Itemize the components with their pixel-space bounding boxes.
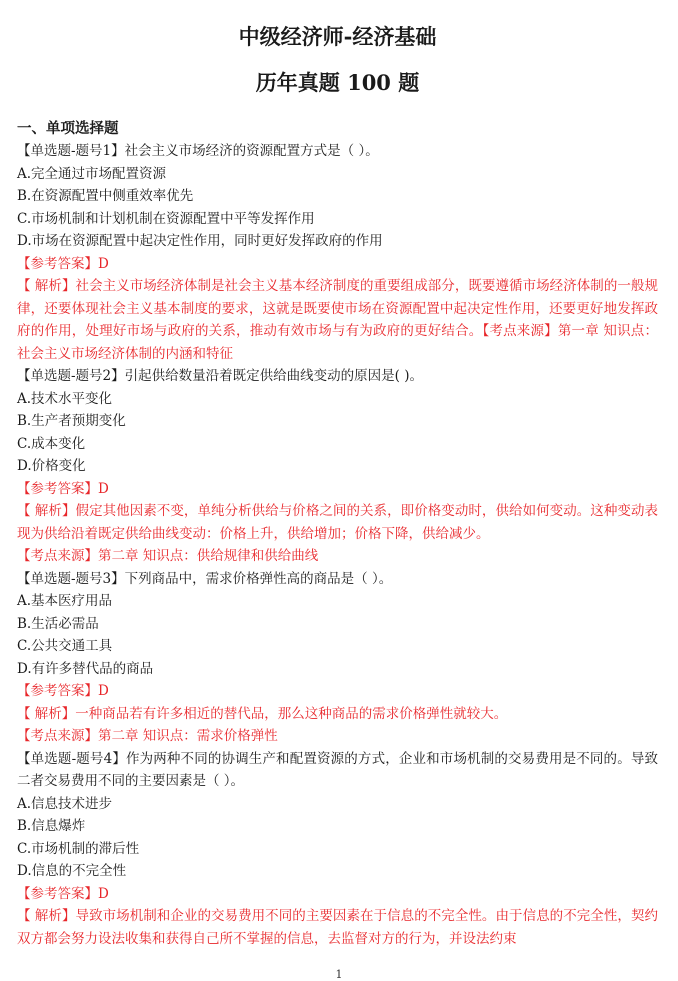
question-stem: 【单选题-题号4】作为两种不同的协调生产和配置资源的方式，企业和市场机制的交易费用是不同的。导致二者交易费用不同的主要因素是（ ）。 xyxy=(17,750,658,789)
option-a: A.技术水平变化 xyxy=(17,390,113,407)
option-d: D.信息的不完全性 xyxy=(17,863,127,879)
option-a: A.信息技术进步 xyxy=(17,795,113,812)
reference-answer: 【参考答案】D xyxy=(17,683,109,699)
reference-answer: 【参考答案】D xyxy=(17,885,109,902)
option-a: A.完全通过市场配置资源 xyxy=(17,165,167,182)
section-heading: 一、单项选择题 xyxy=(17,120,119,137)
knowledge-source: 【考点来源】第二章 知识点：需求价格弹性 xyxy=(17,728,278,744)
option-b: B.生产者预期变化 xyxy=(17,413,126,429)
page-number: 1 xyxy=(335,968,343,981)
option-c: C.成本变化 xyxy=(17,435,86,452)
reference-answer: 【参考答案】D xyxy=(17,255,109,272)
question-block-2 xyxy=(17,365,658,568)
question-block-1 xyxy=(17,140,658,365)
question-stem: 【单选题-题号1】社会主义市场经济的资源配置方式是（ ）。 xyxy=(17,143,379,159)
answer-analysis: 【 解析】假定其他因素不变，单纯分析供给与价格之间的关系，即价格变动时，供给如何变动。这种变动表现为供给沿着既定供给曲线变动：价格上升，供给增加；价格下降，供给减少。 xyxy=(17,503,658,542)
question-block-3 xyxy=(17,568,658,748)
document-subtitle: 历年真题 100 题 xyxy=(255,70,420,95)
question-stem: 【单选题-题号2】引起供给数量沿着既定供给曲线变动的原因是( )。 xyxy=(17,368,423,384)
reference-answer: 【参考答案】D xyxy=(17,480,109,497)
answer-analysis: 【 解析】导致市场机制和企业的交易费用不同的主要因素在于信息的不完全性。由于信息的不完全性，契约双方都会努力设法收集和获得自己所不掌握的信息，去监督对方的行为，并设法约束 xyxy=(17,908,658,947)
question-block-4 xyxy=(17,748,658,951)
option-b: B.生活必需品 xyxy=(17,615,99,632)
option-a: A.基本医疗用品 xyxy=(17,593,113,609)
answer-analysis: 【 解析】社会主义市场经济体制是社会主义基本经济制度的重要组成部分，既要遵循市场经济体制的一般规律，还要体现社会主义基本制度的要求，这就是既要使市场在资源配置中起决定性作用，还要更好地发挥政府的作用，处理好市场与政府的关系，推动有效市场与有为政府的更好结合。【考点来源】第一章 知识点：社会主义市场经济体制的内涵和特征 xyxy=(17,278,658,362)
option-d: D.价格变化 xyxy=(17,458,86,474)
option-b: B.信息爆炸 xyxy=(17,818,86,834)
knowledge-source: 【考点来源】第二章 知识点：供给规律和供给曲线 xyxy=(17,548,319,564)
document-title: 中级经济师-经济基础 xyxy=(238,24,437,49)
answer-analysis: 【 解析】一种商品若有许多相近的替代品，那么这种商品的需求价格弹性就较大。 xyxy=(17,705,508,722)
option-d: D.有许多替代品的商品 xyxy=(17,660,154,677)
option-b: B.在资源配置中侧重效率优先 xyxy=(17,188,194,204)
option-c: C.市场机制和计划机制在资源配置中平等发挥作用 xyxy=(17,210,315,227)
option-c: C.市场机制的滞后性 xyxy=(17,840,140,857)
question-stem: 【单选题-题号3】下列商品中，需求价格弹性高的商品是（ ）。 xyxy=(17,570,393,587)
option-c: C.公共交通工具 xyxy=(17,638,113,654)
option-d: D.市场在资源配置中起决定性作用，同时更好发挥政府的作用 xyxy=(17,233,383,249)
